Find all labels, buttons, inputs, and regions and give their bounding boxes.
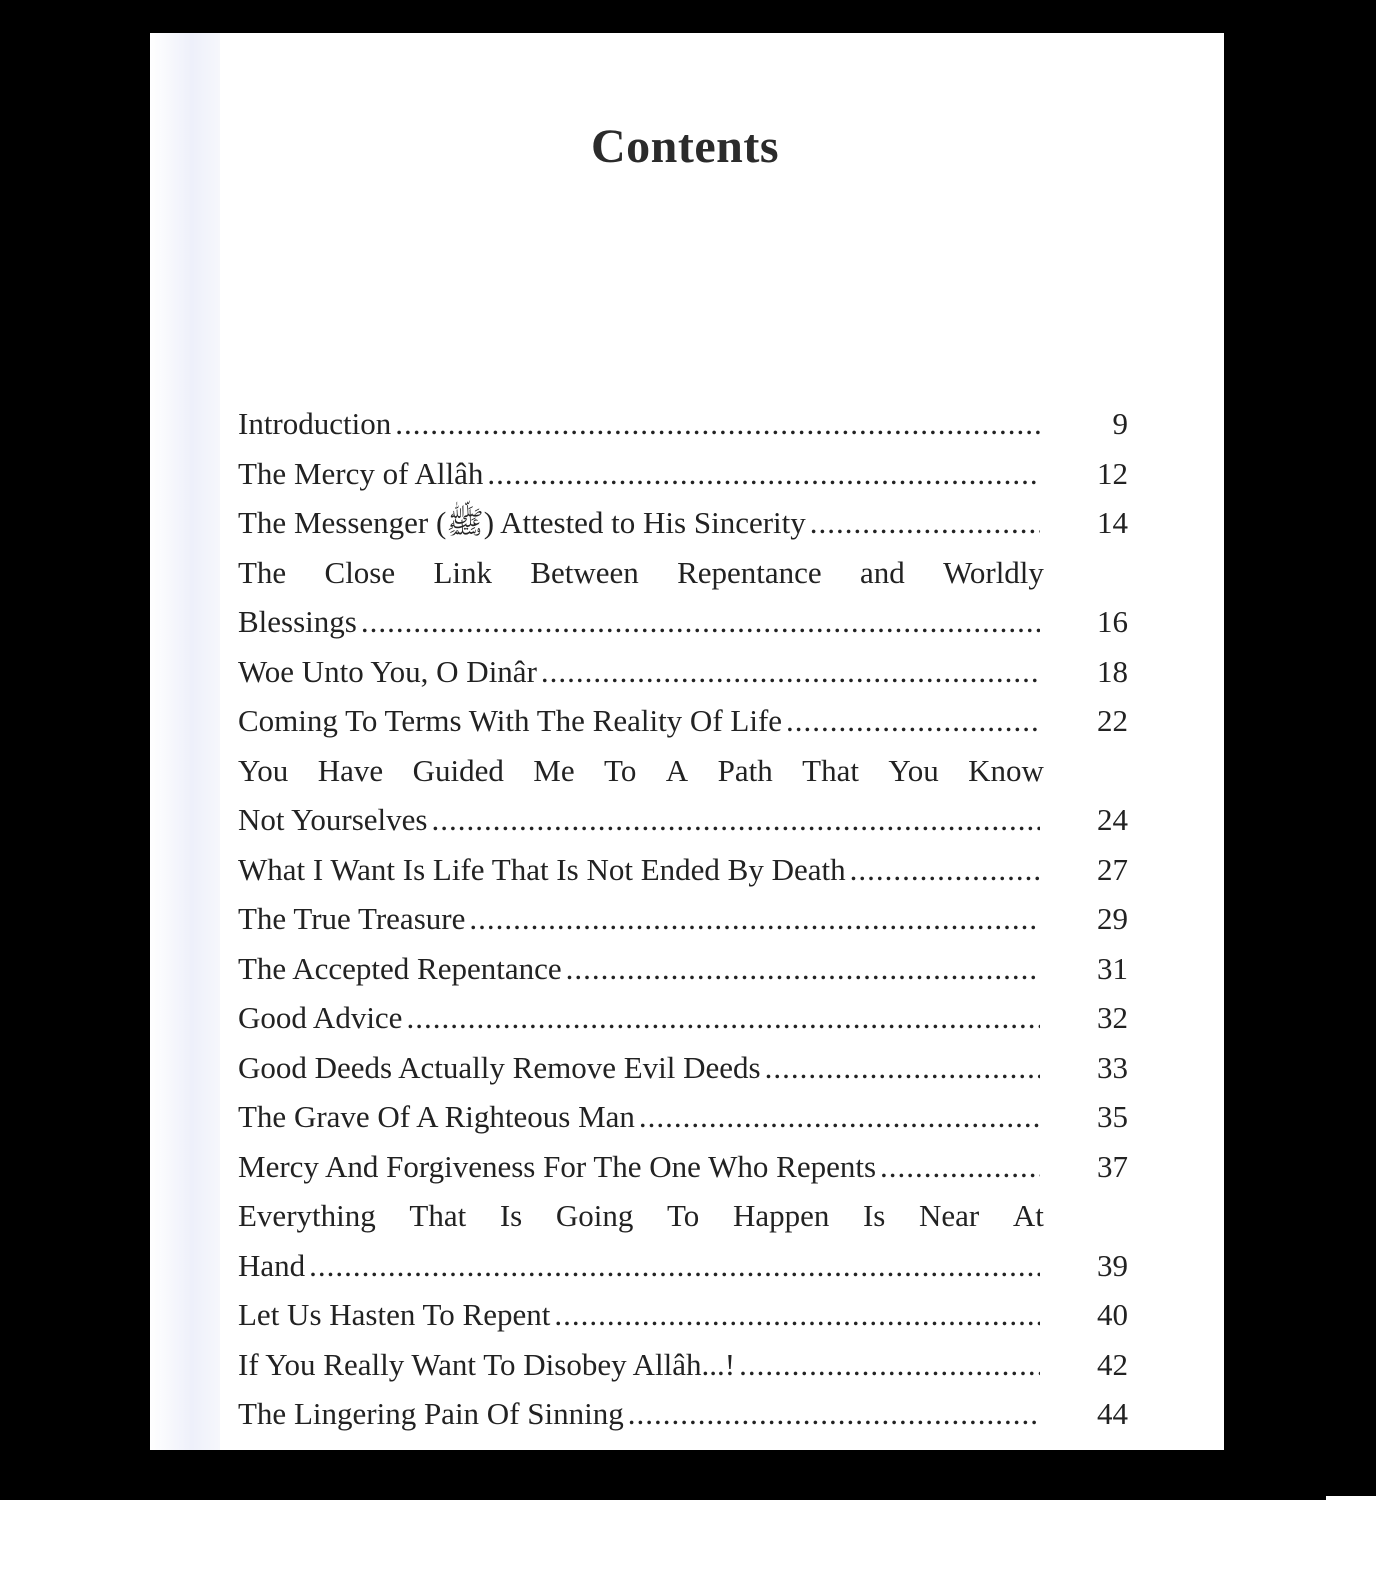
- toc-entry-title: Woe Unto You, O Dinâr: [238, 653, 537, 689]
- dot-leader: [810, 498, 1040, 548]
- toc-entry-row: [238, 1340, 1128, 1390]
- dot-leader: [469, 894, 1040, 944]
- toc-entry-title: Good Deeds Actually Remove Evil Deeds: [238, 1049, 761, 1085]
- toc-entry-word: At: [1012, 1198, 1044, 1233]
- toc-entry-word: Know: [968, 752, 1044, 788]
- toc-page-number: 27: [1097, 851, 1128, 887]
- toc-entry-word: Worldly: [943, 554, 1044, 590]
- toc-page-number: 42: [1097, 1346, 1128, 1382]
- dot-leader: [487, 449, 1040, 499]
- toc-entry-title: Let Us Hasten To Repent: [238, 1297, 551, 1332]
- toc-entry-row: [238, 845, 1128, 895]
- toc-entry-title-line: [238, 1191, 1044, 1241]
- page-title: Contents: [590, 120, 779, 173]
- dot-leader: [395, 399, 1040, 449]
- toc-entry-title-line: [238, 746, 1044, 796]
- dot-leader: [765, 1043, 1040, 1093]
- toc-entry-row: [238, 894, 1128, 944]
- toc-entry: [238, 944, 1128, 994]
- dot-leader: [566, 944, 1040, 994]
- dot-leader: [880, 1142, 1040, 1192]
- toc-entry-title: If You Really Want To Disobey Allâh...!: [238, 1346, 736, 1382]
- toc-entry-word: Link: [433, 554, 493, 590]
- dot-leader: [406, 993, 1040, 1043]
- toc-entry-row: [238, 1092, 1128, 1142]
- toc-entry-row: [238, 795, 1128, 845]
- toc-page-number: 40: [1097, 1297, 1128, 1332]
- page-gutter: [150, 33, 220, 1450]
- toc-entry-word: That: [802, 752, 859, 788]
- dot-leader: [541, 647, 1040, 697]
- toc-entry-word: That: [409, 1198, 467, 1233]
- toc-entry-word: Guided: [412, 752, 504, 788]
- toc-entry-title: Blessings: [238, 604, 357, 639]
- toc-entry: [238, 993, 1128, 1043]
- toc-entry-row: [238, 993, 1128, 1043]
- toc-page-number: 16: [1097, 604, 1128, 639]
- dot-leader: [850, 845, 1040, 895]
- toc-entry-word: Is: [499, 1198, 523, 1233]
- dot-leader: [309, 1241, 1040, 1291]
- toc-entry-row: [238, 498, 1128, 548]
- toc-entry-title: The Lingering Pain Of Sinning: [238, 1396, 624, 1431]
- dot-leader: [628, 1389, 1040, 1439]
- toc-entry: [238, 1191, 1128, 1290]
- toc-entry: [238, 647, 1128, 697]
- toc-entry: [238, 399, 1128, 449]
- toc-entry: [238, 894, 1128, 944]
- toc-entry-row: [238, 696, 1128, 746]
- toc-entry-word: and: [860, 554, 905, 590]
- toc-page-number: 35: [1097, 1099, 1128, 1134]
- toc-page-number: 29: [1097, 901, 1128, 936]
- toc-entry-title: The Grave Of A Righteous Man: [238, 1099, 635, 1134]
- toc-entry-title: Not Yourselves: [238, 802, 428, 837]
- toc-entry-title: Good Advice: [238, 1000, 403, 1035]
- toc-entry-word: To: [604, 752, 637, 788]
- dot-leader: [639, 1092, 1040, 1142]
- toc-entry: [238, 1043, 1128, 1093]
- toc-entry: [238, 1290, 1128, 1340]
- toc-entry-row: [238, 1142, 1128, 1192]
- toc-entry-word: Going: [555, 1198, 634, 1233]
- toc-page-number: 12: [1097, 455, 1128, 491]
- table-of-contents: [238, 399, 1128, 1439]
- toc-page-number: 44: [1097, 1396, 1128, 1431]
- toc-entry-title: Introduction: [238, 406, 392, 441]
- toc-entry-word: Repentance: [677, 554, 822, 590]
- dot-leader: [739, 1340, 1040, 1390]
- toc-entry-row: [238, 1290, 1128, 1340]
- toc-entry: [238, 1092, 1128, 1142]
- toc-entry: [238, 696, 1128, 746]
- toc-entry: [238, 845, 1128, 895]
- toc-entry-title: The True Treasure: [238, 901, 466, 936]
- toc-entry-word: Is: [862, 1198, 886, 1233]
- toc-entry-word: A: [665, 752, 689, 788]
- scan-background-right: [1326, 0, 1376, 1496]
- toc-entry-title: What I Want Is Life That Is Not Ended By Death: [238, 851, 846, 887]
- toc-entry-row: [238, 1389, 1128, 1439]
- toc-entry-title: The Accepted Repentance: [238, 950, 562, 986]
- toc-entry: [238, 1340, 1128, 1390]
- toc-entry-title: Hand: [238, 1247, 306, 1283]
- toc-entry-word: Between: [530, 554, 639, 590]
- toc-entry: [238, 1142, 1128, 1192]
- toc-entry-word: The: [238, 554, 287, 590]
- toc-entry: [238, 1389, 1128, 1439]
- toc-page-number: 37: [1097, 1148, 1128, 1184]
- toc-page-number: 24: [1097, 802, 1128, 837]
- toc-entry-title: The Messenger (ﷺ) Attested to His Sincerity: [238, 505, 806, 540]
- toc-entry-title: Coming To Terms With The Reality Of Life: [238, 703, 783, 738]
- toc-entry-word: Everything: [238, 1198, 376, 1233]
- toc-entry: [238, 498, 1128, 548]
- toc-entry-word: Near: [919, 1198, 980, 1233]
- toc-page-number: 22: [1097, 703, 1128, 738]
- toc-page-number: 18: [1097, 653, 1128, 689]
- dot-leader: [431, 795, 1040, 845]
- toc-page-number: 9: [1112, 406, 1128, 441]
- toc-entry-word: Path: [717, 752, 773, 788]
- toc-entry-word: Happen: [732, 1198, 830, 1233]
- toc-entry-word: Have: [317, 752, 384, 788]
- toc-entry: [238, 449, 1128, 499]
- toc-entry-title: Mercy And Forgiveness For The One Who Repents: [238, 1148, 877, 1184]
- toc-entry-word: You: [238, 752, 289, 788]
- toc-entry-word: You: [888, 752, 939, 788]
- toc-entry-row: [238, 1043, 1128, 1093]
- toc-entry: [238, 746, 1128, 845]
- toc-entry-row: [238, 597, 1128, 647]
- dot-leader: [786, 696, 1040, 746]
- toc-entry-title: The Mercy of Allâh: [238, 455, 484, 491]
- dot-leader: [554, 1290, 1040, 1340]
- toc-page-number: 14: [1097, 505, 1128, 540]
- toc-page-number: 39: [1097, 1247, 1128, 1283]
- toc-page-number: 32: [1097, 1000, 1128, 1035]
- toc-entry-title-line: [238, 548, 1044, 598]
- toc-page-number: 33: [1097, 1049, 1128, 1085]
- toc-entry-row: [238, 449, 1128, 499]
- toc-entry-word: To: [667, 1198, 700, 1233]
- toc-entry-row: [238, 1241, 1128, 1291]
- dot-leader: [361, 597, 1040, 647]
- toc-entry-row: [238, 399, 1128, 449]
- toc-page-number: 31: [1097, 950, 1128, 986]
- toc-entry: [238, 548, 1128, 647]
- toc-entry-word: Close: [324, 554, 396, 590]
- toc-entry-row: [238, 647, 1128, 697]
- toc-entry-word: Me: [533, 752, 575, 788]
- book-page: [150, 33, 1224, 1450]
- toc-entry-row: [238, 944, 1128, 994]
